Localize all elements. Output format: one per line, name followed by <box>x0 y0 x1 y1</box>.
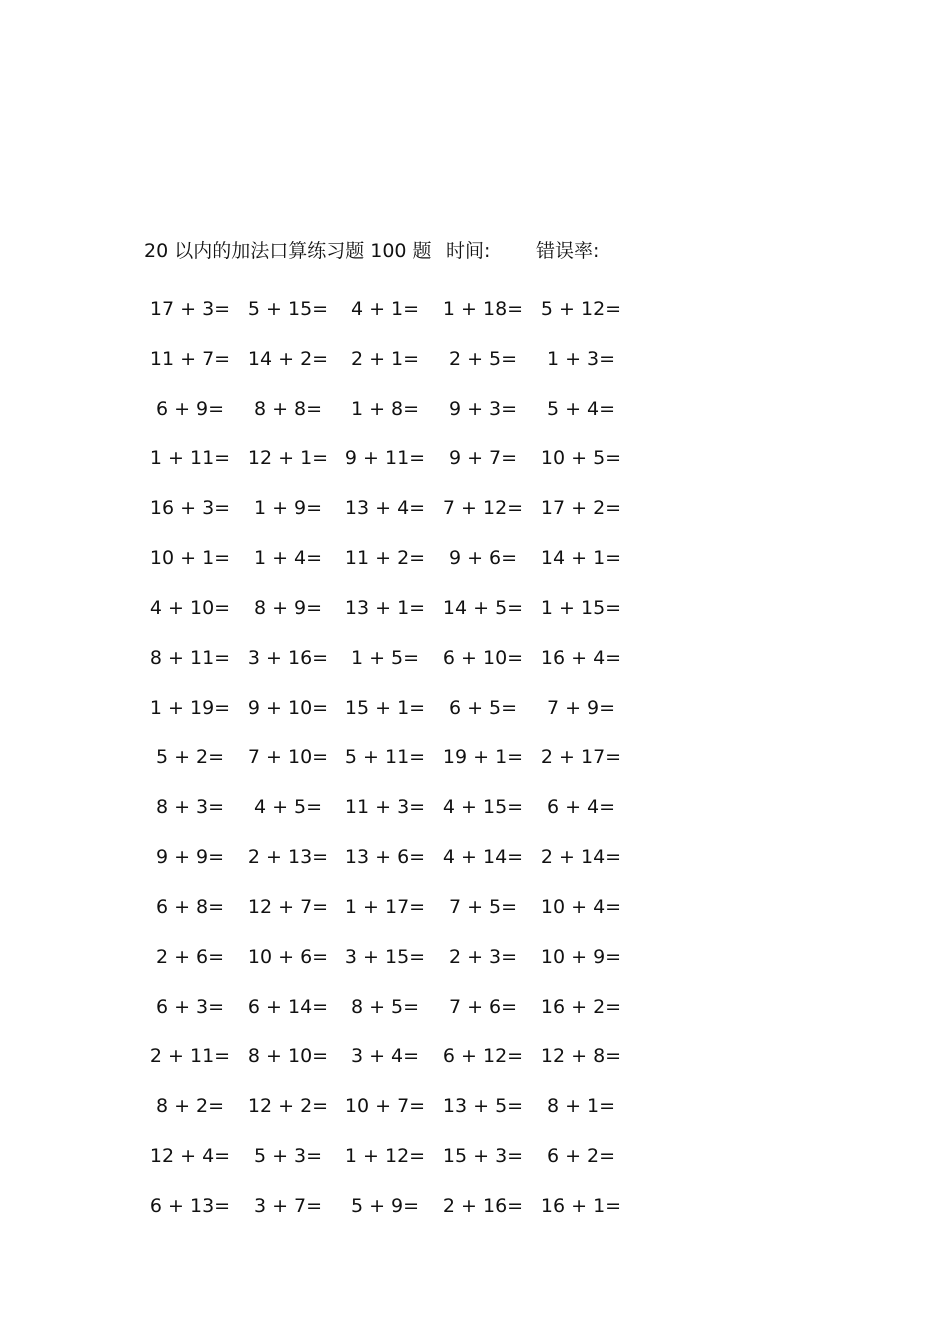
problem-item: 4 + 14= <box>442 846 524 869</box>
problem-row <box>140 533 630 583</box>
problem-row <box>140 932 630 982</box>
problem-row <box>140 882 630 932</box>
problem-item: 14 + 1= <box>540 547 622 570</box>
problem-item: 1 + 5= <box>350 646 420 669</box>
problem-item: 3 + 4= <box>350 1045 420 1068</box>
problem-item: 19 + 1= <box>442 746 524 769</box>
problem-row <box>140 782 630 832</box>
problem-item: 17 + 3= <box>149 297 231 320</box>
problem-item: 2 + 5= <box>448 347 518 370</box>
problem-item: 5 + 9= <box>350 1194 420 1217</box>
problem-row <box>140 334 630 384</box>
problem-item: 13 + 4= <box>344 497 426 520</box>
problem-item: 6 + 12= <box>442 1045 524 1068</box>
problem-item: 8 + 10= <box>247 1045 329 1068</box>
problem-item: 5 + 4= <box>546 397 616 420</box>
problem-item: 6 + 9= <box>155 397 225 420</box>
problem-item: 6 + 3= <box>155 995 225 1018</box>
problem-item: 2 + 3= <box>448 945 518 968</box>
problem-item: 8 + 5= <box>350 995 420 1018</box>
problem-row <box>140 1181 630 1231</box>
problem-item: 11 + 2= <box>344 547 426 570</box>
problem-item: 5 + 11= <box>344 746 426 769</box>
problem-item: 12 + 4= <box>149 1144 231 1167</box>
problem-item: 6 + 8= <box>155 895 225 918</box>
problem-item: 10 + 5= <box>540 447 622 470</box>
problem-item: 6 + 10= <box>442 646 524 669</box>
problem-row <box>140 583 630 633</box>
worksheet-header <box>144 236 599 266</box>
problem-item: 7 + 9= <box>546 696 616 719</box>
problem-item: 10 + 9= <box>540 945 622 968</box>
problem-item: 7 + 12= <box>442 497 524 520</box>
problem-item: 9 + 11= <box>344 447 426 470</box>
problem-item: 8 + 11= <box>149 646 231 669</box>
problem-item: 2 + 1= <box>350 347 420 370</box>
problem-item: 12 + 7= <box>247 895 329 918</box>
problem-item: 1 + 3= <box>546 347 616 370</box>
problem-item: 7 + 10= <box>247 746 329 769</box>
problem-item: 16 + 4= <box>540 646 622 669</box>
problem-item: 5 + 12= <box>540 297 622 320</box>
problem-item: 6 + 5= <box>448 696 518 719</box>
problem-item: 17 + 2= <box>540 497 622 520</box>
problem-row <box>140 633 630 683</box>
problem-item: 8 + 8= <box>253 397 323 420</box>
problem-item: 1 + 18= <box>442 297 524 320</box>
problem-item: 2 + 6= <box>155 945 225 968</box>
problem-item: 9 + 3= <box>448 397 518 420</box>
problem-item: 5 + 15= <box>247 297 329 320</box>
problem-item: 2 + 17= <box>540 746 622 769</box>
error-rate-label: 错误率: <box>536 240 600 262</box>
problem-item: 14 + 5= <box>442 596 524 619</box>
problem-item: 10 + 6= <box>247 945 329 968</box>
problem-row <box>140 433 630 483</box>
time-label: 时间: <box>446 240 491 262</box>
problem-row <box>140 483 630 533</box>
problem-item: 4 + 15= <box>442 796 524 819</box>
problem-item: 10 + 7= <box>344 1095 426 1118</box>
problem-item: 3 + 15= <box>344 945 426 968</box>
problem-item: 15 + 3= <box>442 1144 524 1167</box>
worksheet-title: 20 以内的加法口算练习题 100 题 <box>144 240 432 262</box>
problem-item: 4 + 10= <box>149 596 231 619</box>
problem-item: 7 + 5= <box>448 895 518 918</box>
problem-grid <box>140 284 630 1231</box>
problem-item: 7 + 6= <box>448 995 518 1018</box>
problem-item: 3 + 7= <box>253 1194 323 1217</box>
problem-item: 3 + 16= <box>247 646 329 669</box>
problem-item: 8 + 1= <box>546 1095 616 1118</box>
problem-item: 13 + 6= <box>344 846 426 869</box>
problem-item: 13 + 1= <box>344 596 426 619</box>
problem-item: 6 + 13= <box>149 1194 231 1217</box>
problem-item: 1 + 17= <box>344 895 426 918</box>
problem-item: 16 + 1= <box>540 1194 622 1217</box>
problem-item: 14 + 2= <box>247 347 329 370</box>
problem-item: 8 + 2= <box>155 1095 225 1118</box>
problem-item: 12 + 1= <box>247 447 329 470</box>
problem-row <box>140 284 630 334</box>
problem-item: 1 + 19= <box>149 696 231 719</box>
problem-row <box>140 732 630 782</box>
problem-item: 1 + 8= <box>350 397 420 420</box>
problem-item: 5 + 2= <box>155 746 225 769</box>
problem-item: 9 + 9= <box>155 846 225 869</box>
problem-item: 8 + 9= <box>253 596 323 619</box>
problem-item: 10 + 4= <box>540 895 622 918</box>
problem-item: 2 + 14= <box>540 846 622 869</box>
problem-row <box>140 683 630 733</box>
problem-row <box>140 1031 630 1081</box>
problem-row <box>140 1131 630 1181</box>
problem-item: 16 + 2= <box>540 995 622 1018</box>
problem-item: 8 + 3= <box>155 796 225 819</box>
problem-item: 4 + 1= <box>350 297 420 320</box>
problem-item: 12 + 2= <box>247 1095 329 1118</box>
problem-item: 1 + 9= <box>253 497 323 520</box>
problem-item: 6 + 14= <box>247 995 329 1018</box>
problem-item: 9 + 6= <box>448 547 518 570</box>
problem-row <box>140 1081 630 1131</box>
problem-item: 1 + 4= <box>253 547 323 570</box>
problem-item: 9 + 10= <box>247 696 329 719</box>
problem-item: 12 + 8= <box>540 1045 622 1068</box>
problem-item: 11 + 7= <box>149 347 231 370</box>
problem-row <box>140 982 630 1032</box>
problem-item: 13 + 5= <box>442 1095 524 1118</box>
problem-item: 16 + 3= <box>149 497 231 520</box>
problem-row <box>140 832 630 882</box>
problem-item: 11 + 3= <box>344 796 426 819</box>
problem-row <box>140 384 630 434</box>
problem-item: 6 + 2= <box>546 1144 616 1167</box>
problem-item: 2 + 16= <box>442 1194 524 1217</box>
problem-item: 6 + 4= <box>546 796 616 819</box>
problem-item: 2 + 11= <box>149 1045 231 1068</box>
problem-item: 9 + 7= <box>448 447 518 470</box>
problem-item: 1 + 15= <box>540 596 622 619</box>
problem-item: 1 + 11= <box>149 447 231 470</box>
problem-item: 5 + 3= <box>253 1144 323 1167</box>
problem-item: 10 + 1= <box>149 547 231 570</box>
problem-item: 15 + 1= <box>344 696 426 719</box>
problem-item: 1 + 12= <box>344 1144 426 1167</box>
problem-item: 2 + 13= <box>247 846 329 869</box>
problem-item: 4 + 5= <box>253 796 323 819</box>
